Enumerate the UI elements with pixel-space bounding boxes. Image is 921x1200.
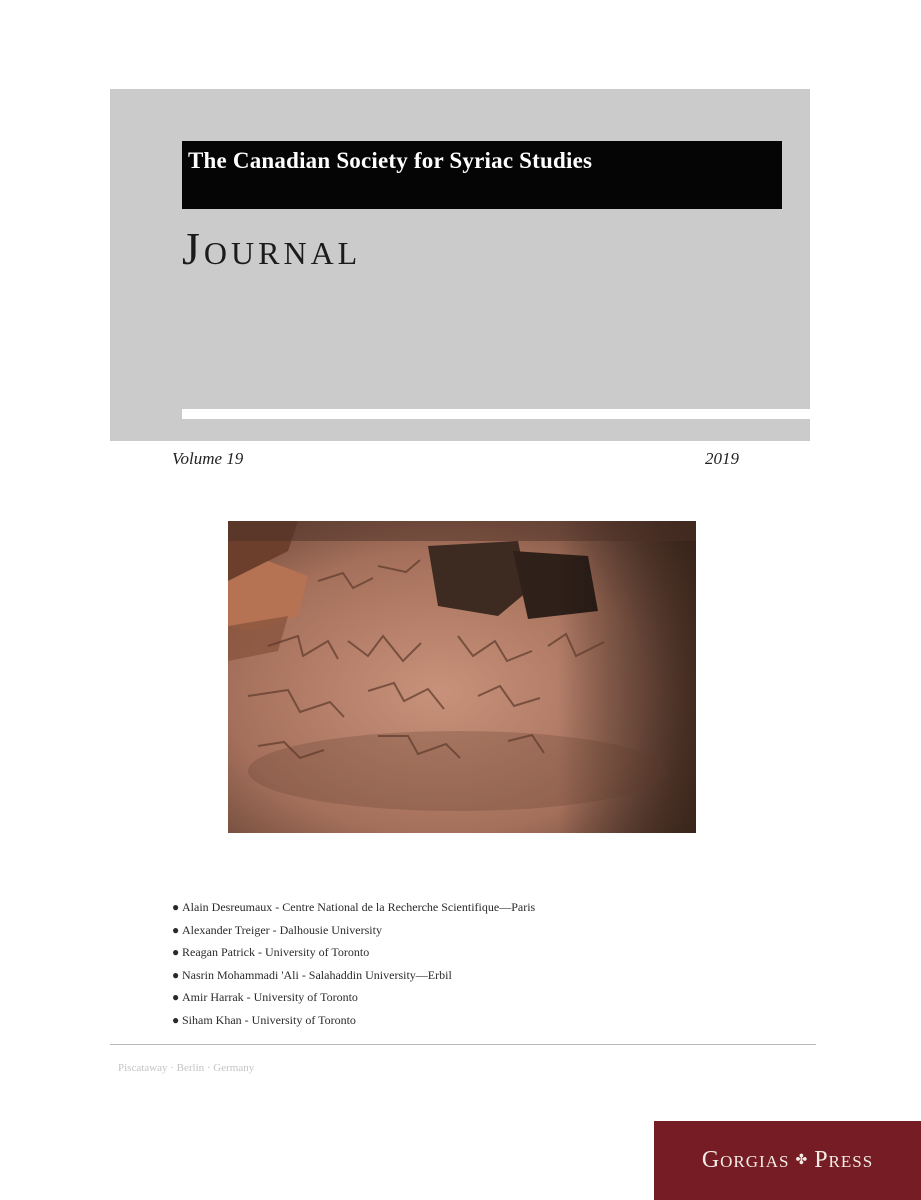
editor-entry: Nasrin Mohammadi 'Ali - Salahaddin University—Erbil xyxy=(182,967,452,982)
header-divider xyxy=(182,409,810,419)
list-item xyxy=(172,964,535,987)
editor-entry: Amir Harrak - University of Toronto xyxy=(182,990,358,1004)
bullet-icon: ● xyxy=(172,945,180,959)
ornament-icon: ✤ xyxy=(795,1153,809,1168)
editor-entry: Alexander Treiger - Dalhousie University xyxy=(182,922,382,937)
journal-title: Journal xyxy=(182,223,362,274)
cover-photo-inscribed-rock xyxy=(228,521,696,833)
list-item xyxy=(172,986,535,1009)
editor-entry: Alain Desreumaux - Centre National de la Recherche Scientifique—Paris xyxy=(182,900,536,914)
list-item xyxy=(172,1009,535,1032)
bullet-icon: ● xyxy=(172,1012,180,1027)
volume-number: Volume 19 xyxy=(172,449,244,468)
society-name: The Canadian Society for Syriac Studies xyxy=(182,141,782,209)
publisher-name-left: Gorgias xyxy=(701,1147,790,1173)
issue-year: 2019 xyxy=(705,449,739,468)
bullet-icon: ● xyxy=(172,967,180,982)
editor-list xyxy=(172,896,535,1031)
publisher-locations: Piscataway · Berlin · Germany xyxy=(118,1062,255,1074)
editor-entry: Siham Khan - University of Toronto xyxy=(182,1012,356,1027)
publisher-logo xyxy=(654,1121,921,1200)
bullet-icon: ● xyxy=(172,900,180,914)
list-item xyxy=(172,941,535,964)
editor-entry: Reagan Patrick - University of Toronto xyxy=(182,945,370,959)
bullet-icon: ● xyxy=(172,990,180,1004)
list-item xyxy=(172,919,535,942)
publisher-name-right: Press xyxy=(814,1147,874,1173)
bullet-icon: ● xyxy=(172,922,180,937)
list-item xyxy=(172,896,535,919)
footer-divider xyxy=(110,1044,816,1045)
